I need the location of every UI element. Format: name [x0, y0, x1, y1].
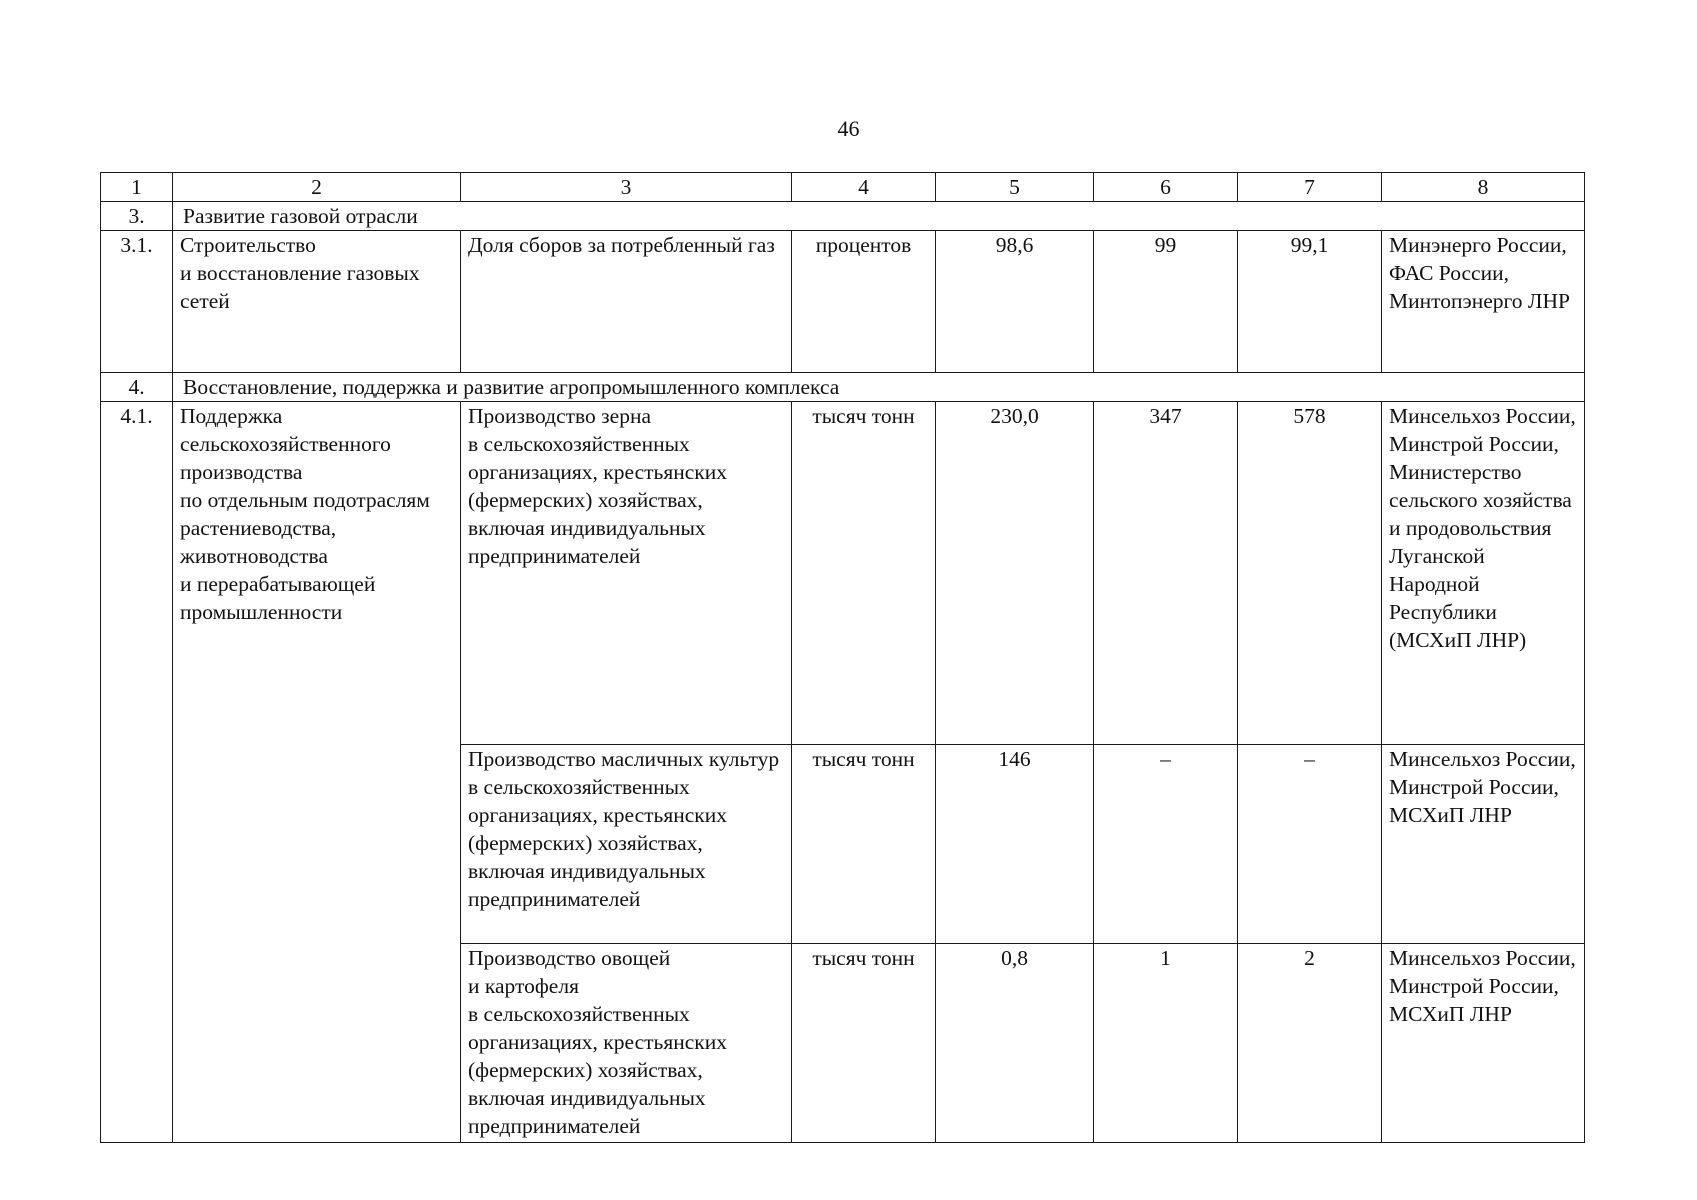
- value-cell-6: 1: [1094, 944, 1238, 1143]
- responsible-cell: Минэнерго России, ФАС России, Минтопэнерго ЛНР: [1382, 231, 1585, 373]
- unit-cell: процентов: [792, 231, 936, 373]
- page-number: 46: [837, 116, 860, 141]
- value-cell-5: 0,8: [936, 944, 1094, 1143]
- value-cell-6: 99: [1094, 231, 1238, 373]
- value-cell-7: –: [1238, 745, 1382, 944]
- column-header: 3: [461, 173, 792, 202]
- value-cell-7: 2: [1238, 944, 1382, 1143]
- section-row: [101, 202, 1585, 231]
- row-number: 4.1.: [101, 402, 173, 1143]
- unit-cell: тысяч тонн: [792, 745, 936, 944]
- column-header: 6: [1094, 173, 1238, 202]
- column-header: 4: [792, 173, 936, 202]
- column-header: 5: [936, 173, 1094, 202]
- column-header: 7: [1238, 173, 1382, 202]
- measure-cell: Строительство и восстановление газовых сетей: [173, 231, 461, 373]
- indicator-cell: Производство овощей и картофеля в сельскохозяйственных организациях, крестьянских (фермерских) хозяйствах, включая индивидуальных предпринимателей: [461, 944, 792, 1143]
- section-number: 3.: [101, 202, 173, 231]
- table-row: [101, 402, 1585, 745]
- table-row: [101, 231, 1585, 373]
- value-cell-5: 146: [936, 745, 1094, 944]
- unit-cell: тысяч тонн: [792, 402, 936, 745]
- measure-cell: Поддержка сельскохозяйственного производства по отдельным подотраслям растениеводства, животноводства и перерабатывающей промышленности: [173, 402, 461, 1143]
- unit-cell: тысяч тонн: [792, 944, 936, 1143]
- row-number: 3.1.: [101, 231, 173, 373]
- value-cell-5: 98,6: [936, 231, 1094, 373]
- indicator-cell: Производство зерна в сельскохозяйственных организациях, крестьянских (фермерских) хозяйствах, включая индивидуальных предпринимателей: [461, 402, 792, 745]
- responsible-cell: Минсельхоз России, Минстрой России, МСХиП ЛНР: [1382, 944, 1585, 1143]
- value-cell-5: 230,0: [936, 402, 1094, 745]
- section-number: 4.: [101, 373, 173, 402]
- section-row: [101, 373, 1585, 402]
- indicators-table: [100, 172, 1585, 1143]
- column-header: 8: [1382, 173, 1585, 202]
- value-cell-6: 347: [1094, 402, 1238, 745]
- value-cell-7: 99,1: [1238, 231, 1382, 373]
- column-number-row: [101, 173, 1585, 202]
- value-cell-7: 578: [1238, 402, 1382, 745]
- indicator-cell: Доля сборов за потребленный газ: [461, 231, 792, 373]
- responsible-cell: Минсельхоз России, Минстрой России, Министерство сельского хозяйства и продовольствия Луганской Народной Республики (МСХиП ЛНР): [1382, 402, 1585, 745]
- section-title: Развитие газовой отрасли: [173, 202, 1585, 231]
- column-header: 2: [173, 173, 461, 202]
- column-header: 1: [101, 173, 173, 202]
- indicator-cell: Производство масличных культур в сельскохозяйственных организациях, крестьянских (фермерских) хозяйствах, включая индивидуальных предпринимателей: [461, 745, 792, 944]
- value-cell-6: –: [1094, 745, 1238, 944]
- responsible-cell: Минсельхоз России, Минстрой России, МСХиП ЛНР: [1382, 745, 1585, 944]
- section-title: Восстановление, поддержка и развитие агропромышленного комплекса: [173, 373, 1585, 402]
